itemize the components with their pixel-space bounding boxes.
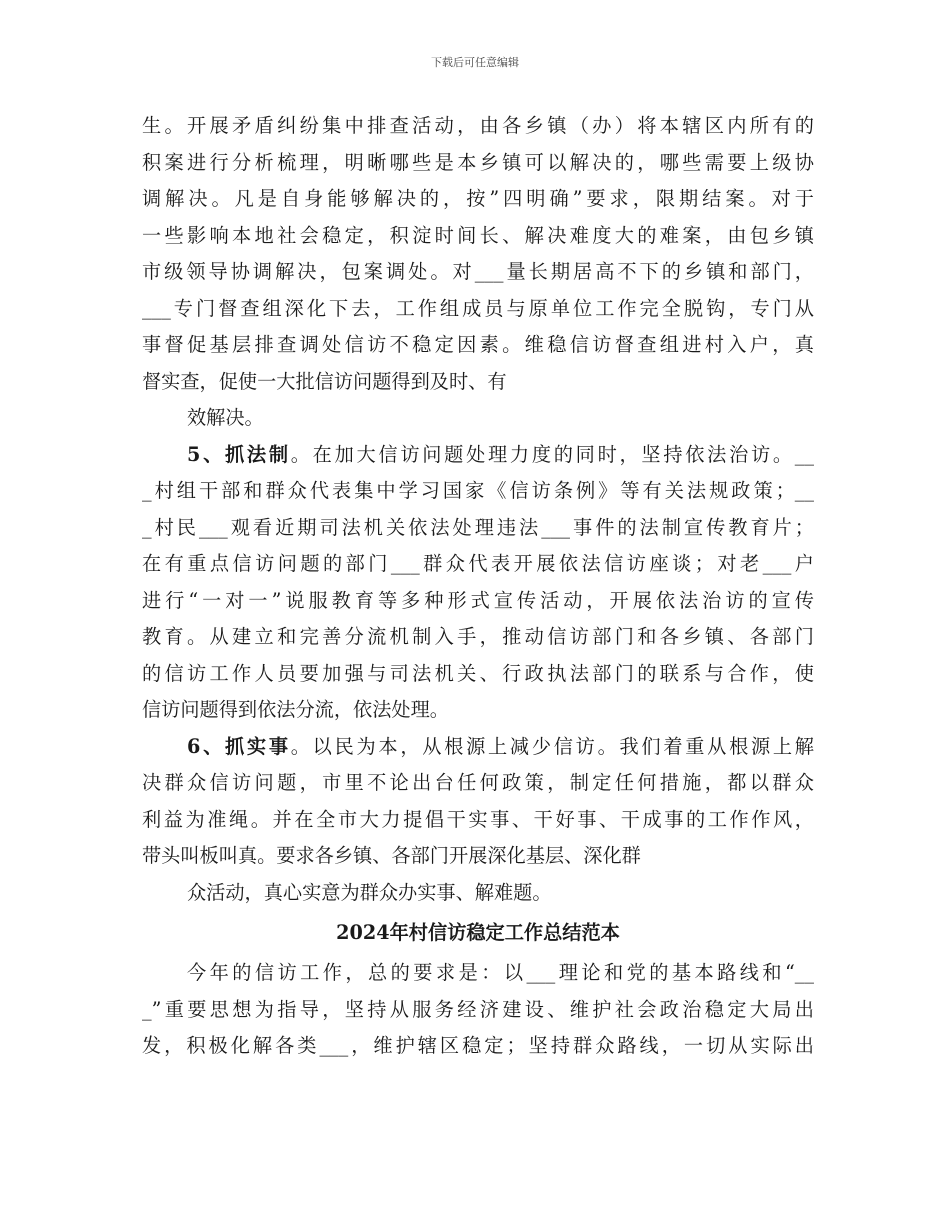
section-6-heading: 6、抓实事 — [187, 734, 291, 758]
paragraph-line: _村民___观看近期司法机关依法处理违法___事件的法制宣传教育片； — [142, 515, 814, 539]
paragraph-line: 效解决。 — [187, 406, 264, 429]
paragraph-line: 事督促基层排查调处信访不稳定因素。维稳信访督查组进村入户，真 — [142, 333, 814, 356]
paragraph-line: 进行“一对一”说服教育等多种形式宣传活动，开展依法治访的宣传 — [142, 588, 814, 612]
paragraph-line: ___专门督查组深化下去，工作组成员与原单位工作完全脱钩，专门从 — [142, 296, 814, 320]
section-6-text: 。以民为本，从根源上减少信访。我们着重从根源上解 — [290, 734, 814, 758]
paragraph-line: 的信访工作人员要加强与司法机关、行政执法部门的联系与合作，使 — [142, 661, 814, 685]
paragraph-line: _村组干部和群众代表集中学习国家《信访条例》等有关法规政策；__ — [142, 479, 814, 502]
paragraph-line: 众活动，真心实意为群众办实事、解难题。 — [187, 880, 552, 904]
paragraph-line: 积案进行分析梳理，明晰哪些是本乡镇可以解决的，哪些需要上级协 — [142, 150, 814, 174]
paragraph-line: 生。开展矛盾纠纷集中排查活动，由各乡镇（办）将本辖区内所有的 — [142, 114, 814, 137]
section-5-first-line — [142, 437, 814, 474]
paragraph-line: 决群众信访问题，市里不论出台任何政策，制定任何措施，都以群众 — [142, 771, 814, 794]
paragraph-line: 教育。从建立和完善分流机制入手，推动信访部门和各乡镇、各部门 — [142, 625, 814, 648]
document-body — [142, 108, 814, 1065]
paragraph-line: 市级领导协调解决，包案调处。对___量长期居高不下的乡镇和部门， — [142, 260, 814, 283]
paragraph-line: 督实查，促使一大批信访问题得到及时、有 — [142, 369, 507, 393]
section-5-heading: 5、抓法制 — [187, 442, 291, 466]
paragraph-line: 一些影响本地社会稳定，积淀时间长、解决难度大的难案，由包乡镇 — [142, 223, 814, 247]
paragraph-line: _”重要思想为指导，坚持从服务经济建设、维护社会政治稳定大局出 — [142, 997, 814, 1021]
section-5-text: 。在加大信访问题处理力度的同时，坚持依法治访。__ — [290, 442, 814, 466]
section-title: 2024年村信访稳定工作总结范本 — [336, 921, 620, 944]
paragraph-line: 利益为准绳。并在全市大力提倡干实事、干好事、干成事的工作作风， — [142, 807, 814, 831]
paragraph-line: 调解决。凡是自身能够解决的，按”四明确”要求，限期结案。对于 — [142, 187, 814, 210]
section-6-first-line — [142, 729, 814, 766]
paragraph-line: 带头叫板叫真。要求各乡镇、各部门开展深化基层、深化群 — [142, 844, 641, 867]
paragraph-line: 今年的信访工作，总的要求是：以___理论和党的基本路线和“__ — [187, 961, 814, 984]
paragraph-line: 发，积极化解各类___，维护辖区稳定；坚持群众路线，一切从实际出 — [142, 1034, 814, 1057]
paragraph-line: 信访问题得到依法分流，依法处理。 — [142, 698, 449, 721]
page-header: 下载后可任意编辑 — [431, 56, 519, 69]
paragraph-line: 在有重点信访问题的部门___群众代表开展依法信访座谈；对老___户 — [142, 552, 814, 575]
